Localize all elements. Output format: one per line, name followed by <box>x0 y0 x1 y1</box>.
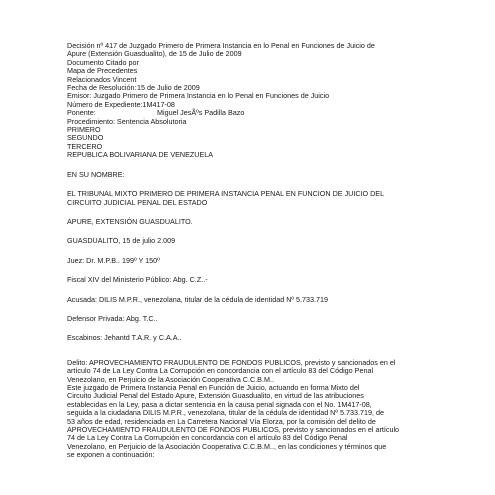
tercero-label: TERCERO <box>67 141 103 151</box>
delito-line-2: artículo 74 de La Ley Contra La Corrupción en concordancia con el artículo 83 del Código Penal <box>67 366 374 376</box>
paragraph-line-1: Este juzgado de Primera Instancia Penal en Función de Juicio, actuando en forma Mixto del <box>67 382 360 392</box>
ponente-value: Miguel JesÃºs Padilla Bazo <box>157 108 245 118</box>
fiscal: Fiscal XIV del Ministerio Público: Abg. C.Z..- <box>67 275 208 285</box>
decision-title-line-1: Decisión nº 417 de Juzgado Primero de Primera Instancia en lo Penal en Funciones de Juicio de <box>67 41 375 50</box>
juez: Juez: Dr. M.P.B.. 199º Y 150º <box>67 255 160 265</box>
relacionados-link[interactable]: Relacionados Vincent <box>67 74 137 84</box>
paragraph-line-8: Venezolano, en Perjuicio de la Asociación Cooperativa C.C.B.M.., en las condiciones y términos que <box>67 441 387 451</box>
guasdualito-date: GUASDUALITO, 15 de julio 2.009 <box>67 236 176 246</box>
paragraph-line-5: 53 años de edad, residenciada en La Carretera Nacional Vía Elorza, por la comisión del delito de <box>67 416 376 426</box>
paragraph-line-3: establecidas en la Ley, pasa a dictar sentencia en la causa penal signada con el No. 1M417-08, <box>67 399 372 409</box>
defensor: Defensor Privada: Abg. T.C.. <box>67 313 158 323</box>
mapa-precedentes-link[interactable]: Mapa de Precedentes <box>67 66 138 76</box>
delito-line-1: Delito: APROVECHAMIENTO FRAUDULENTO DE FONDOS PUBLICOS, previsto y sancionados en el <box>67 357 396 367</box>
decision-title-line-2: Apure (Extensión Guasdualito), de 15 de Julio de 2009 <box>67 49 242 59</box>
segundo-label: SEGUNDO <box>67 133 104 143</box>
fecha-label: Fecha de Resolución: <box>67 83 137 93</box>
republica-heading: REPUBLICA BOLIVARIANA DE VENEZUELA <box>67 150 214 160</box>
en-su-nombre: EN SU NOMBRE: <box>67 169 125 179</box>
delito-line-3: Venezolano, en Perjuicio de la Asociación Cooperativa C.C.B.M.. <box>67 374 274 384</box>
apure-heading: APURE, EXTENSIÓN GUASDUALITO. <box>67 216 193 226</box>
fecha-value: 15 de Julio de 2009 <box>137 83 200 93</box>
tribunal-line-2: CIRCUITO JUDICIAL PENAL DEL ESTADO <box>67 197 208 207</box>
paragraph-line-2: Circuito Judicial Penal del Estado Apure, Extensión Guasdualito, en virtud de las atribuciones <box>67 391 364 401</box>
emisor: Emisor: Juzgado Primero de Primera Instancia en lo Penal en Funciones de Juicio <box>67 91 330 101</box>
paragraph-line-6: APROVECHAMIENTO FRAUDULENTO DE FONDOS PUBLICOS, previsto y sancionados en el artículo <box>67 425 400 434</box>
acusada: Acusada: DILIS M.P.R., venezolana, titular de la cédula de identidad Nº 5.733.719 <box>67 294 329 304</box>
paragraph-line-7: 74 de La Ley Contra La Corrupción en concordancia con el artículo 83 del Código Penal <box>67 433 348 443</box>
ponente-label: Ponente: <box>67 108 96 118</box>
paragraph-line-4: seguida a la ciudadana DILIS M.P.R., venezolana, titular de la cédula de identidad Nº 5.733.719, de <box>67 408 384 418</box>
tribunal-line-1: EL TRIBUNAL MIXTO PRIMERO DE PRIMERA INSTANCIA PENAL EN FUNCION DE JUICIO DEL <box>67 189 385 199</box>
expediente: Número de Expediente:1M417-08 <box>67 99 175 109</box>
procedimiento: Procedimiento: Sentencia Absolutoria <box>67 116 187 126</box>
escabinos: Escabinos: Jehantd T.A.R. y C.A.A.. <box>67 333 182 343</box>
primero-label: PRIMERO <box>67 125 101 135</box>
document-page <box>67 42 439 460</box>
paragraph-line-9: se exponen a continuación: <box>67 450 155 460</box>
documento-citado-link[interactable]: Documento Citado por <box>67 57 139 67</box>
